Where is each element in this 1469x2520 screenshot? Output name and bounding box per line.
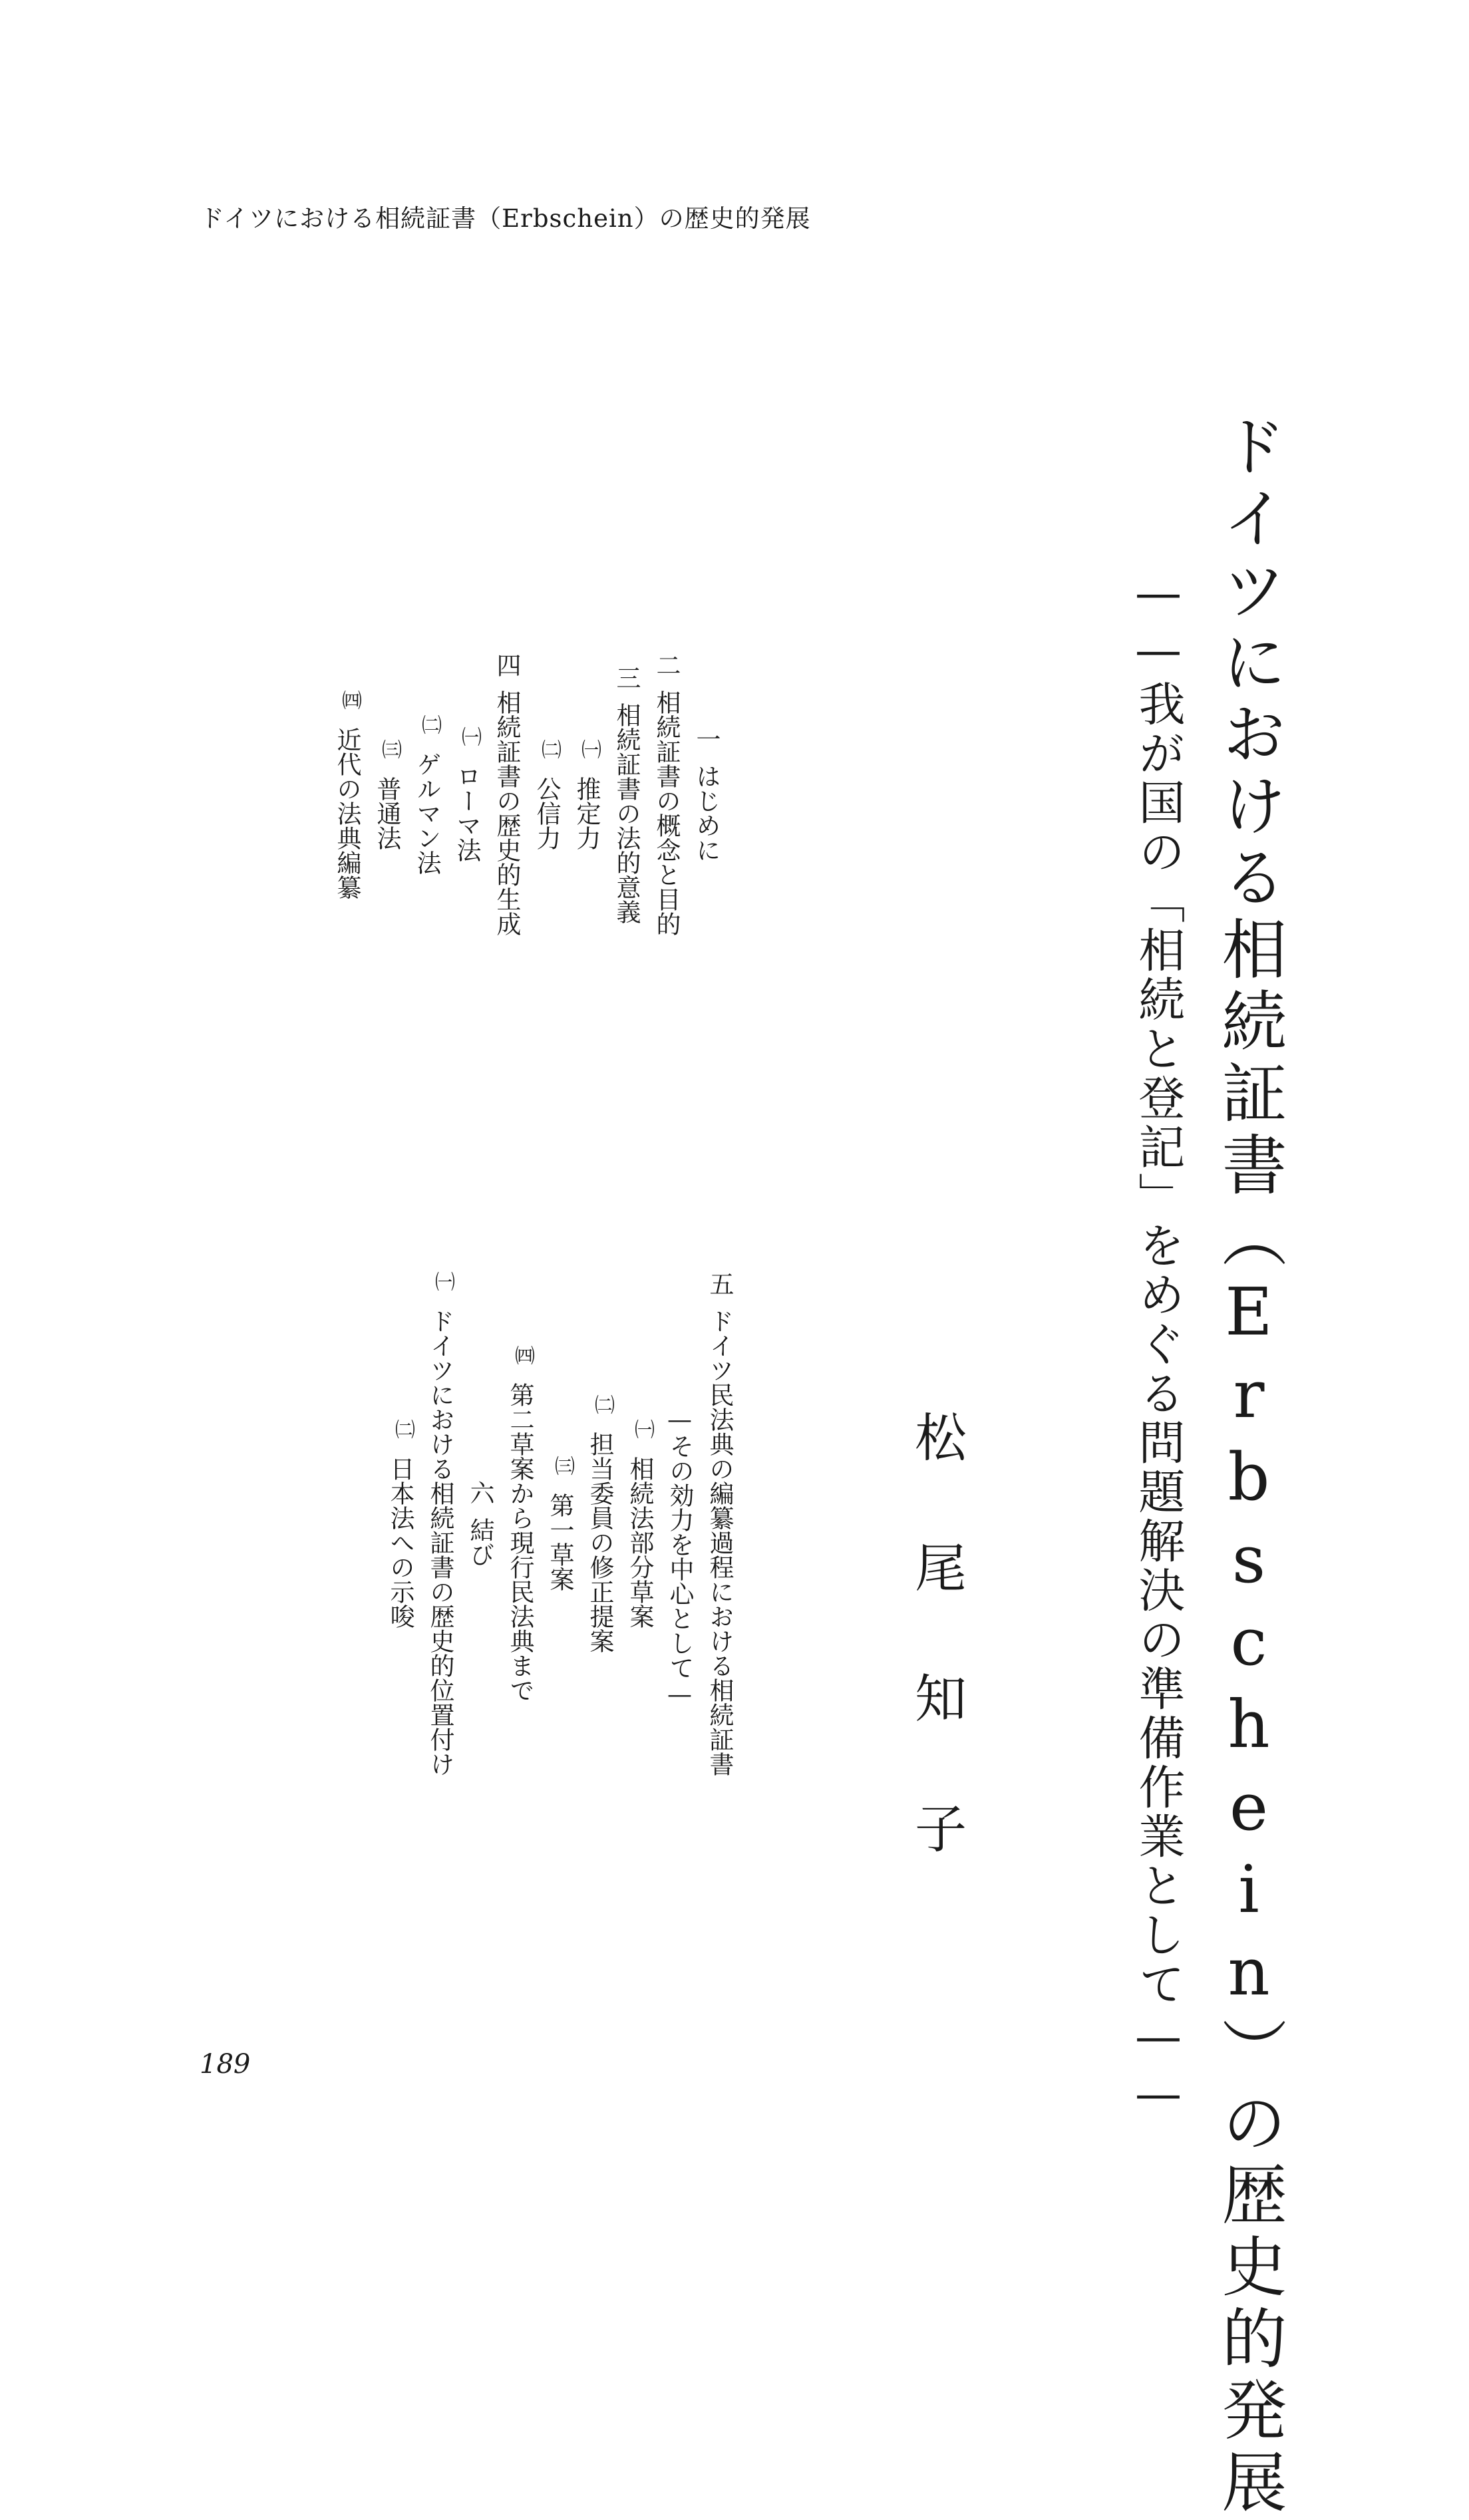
toc-item (692, 1224, 732, 1823)
toc-number: 六 (466, 1480, 494, 1505)
author-name: 松尾知子 (906, 1410, 966, 1932)
toc-item-continuation (652, 1224, 692, 1823)
toc-number: 四 (492, 653, 521, 677)
toc-number: ㈠ (577, 738, 601, 759)
toc-text: ゲルマン法 (412, 751, 441, 875)
toc-item (612, 1224, 652, 1823)
toc-number: 三 (612, 665, 641, 690)
toc-number: ㈠ (631, 1418, 654, 1439)
toc-item (439, 395, 479, 1193)
toc-item (412, 1224, 452, 1823)
toc-number: ㈡ (538, 738, 561, 759)
toc-number: ㈡ (418, 714, 441, 734)
toc-number: ㈡ (591, 1394, 614, 1414)
toc-number: 五 (705, 1271, 734, 1296)
toc-number: 一 (692, 726, 721, 751)
toc-text: 結び (466, 1517, 494, 1567)
toc-text: 公信力 (532, 776, 561, 850)
page-number: 189 (200, 2049, 251, 2080)
toc-number: 二 (652, 653, 681, 677)
toc-item (452, 1224, 492, 1823)
toc-item (519, 395, 559, 1193)
toc-text: 普通法 (373, 776, 401, 850)
toc-text: 相続証書の概念と目的 (652, 690, 681, 936)
toc-item (679, 395, 719, 1193)
toc-text: 近代の法典編纂 (333, 726, 361, 899)
toc-text: 第一草案 (546, 1493, 574, 1591)
toc-item (492, 1224, 532, 1823)
toc-text: 第二草案から現行民法典まで (506, 1382, 534, 1702)
toc-text: 推定力 (572, 776, 601, 850)
running-header: ドイツにおける相続証書（Erbschein）の歴史的発展 (200, 204, 811, 233)
toc-item (359, 395, 399, 1193)
toc-text: 日本法への示唆 (386, 1456, 414, 1629)
table-of-contents-part-a (319, 395, 719, 1193)
toc-text: ドイツ民法典の編纂過程における相続証書 (705, 1308, 734, 1776)
toc-item (399, 395, 439, 1193)
toc-number: ㈢ (378, 738, 401, 759)
toc-text: 相続法部分草案 (625, 1456, 654, 1629)
article-title: ドイツにおける相続証書（Erbschein）の歴史的発展 (1211, 412, 1287, 2520)
toc-item (572, 1224, 612, 1823)
toc-number: ㈡ (391, 1418, 414, 1439)
toc-text: 担当委員の修正提案 (585, 1431, 614, 1653)
toc-number: ㈠ (458, 726, 481, 746)
toc-item (532, 1224, 572, 1823)
toc-item (319, 395, 359, 1193)
toc-text: —その効力を中心として— (665, 1405, 694, 1708)
toc-item (599, 395, 639, 1193)
table-of-contents-part-b (373, 1224, 732, 1823)
article-subtitle: ——我が国の「相続と登記」をめぐる問題解決の準備作業として—— (1131, 565, 1186, 2124)
toc-text: 相続証書の歴史的生成 (492, 690, 521, 936)
toc-number (652, 1339, 692, 1405)
toc-number: ㈣ (511, 1344, 534, 1365)
toc-item (373, 1224, 412, 1823)
toc-number: ㈣ (338, 689, 361, 710)
toc-item (639, 395, 679, 1193)
toc-item (479, 395, 519, 1193)
toc-number: ㈠ (431, 1271, 454, 1291)
toc-number: ㈢ (551, 1456, 574, 1476)
toc-text: 相続証書の法的意義 (612, 702, 641, 924)
toc-item (559, 395, 599, 1193)
toc-text: ローマ法 (452, 764, 481, 862)
toc-text: はじめに (692, 764, 721, 862)
toc-text: ドイツにおける相続証書の歴史的位置付け (426, 1308, 454, 1776)
